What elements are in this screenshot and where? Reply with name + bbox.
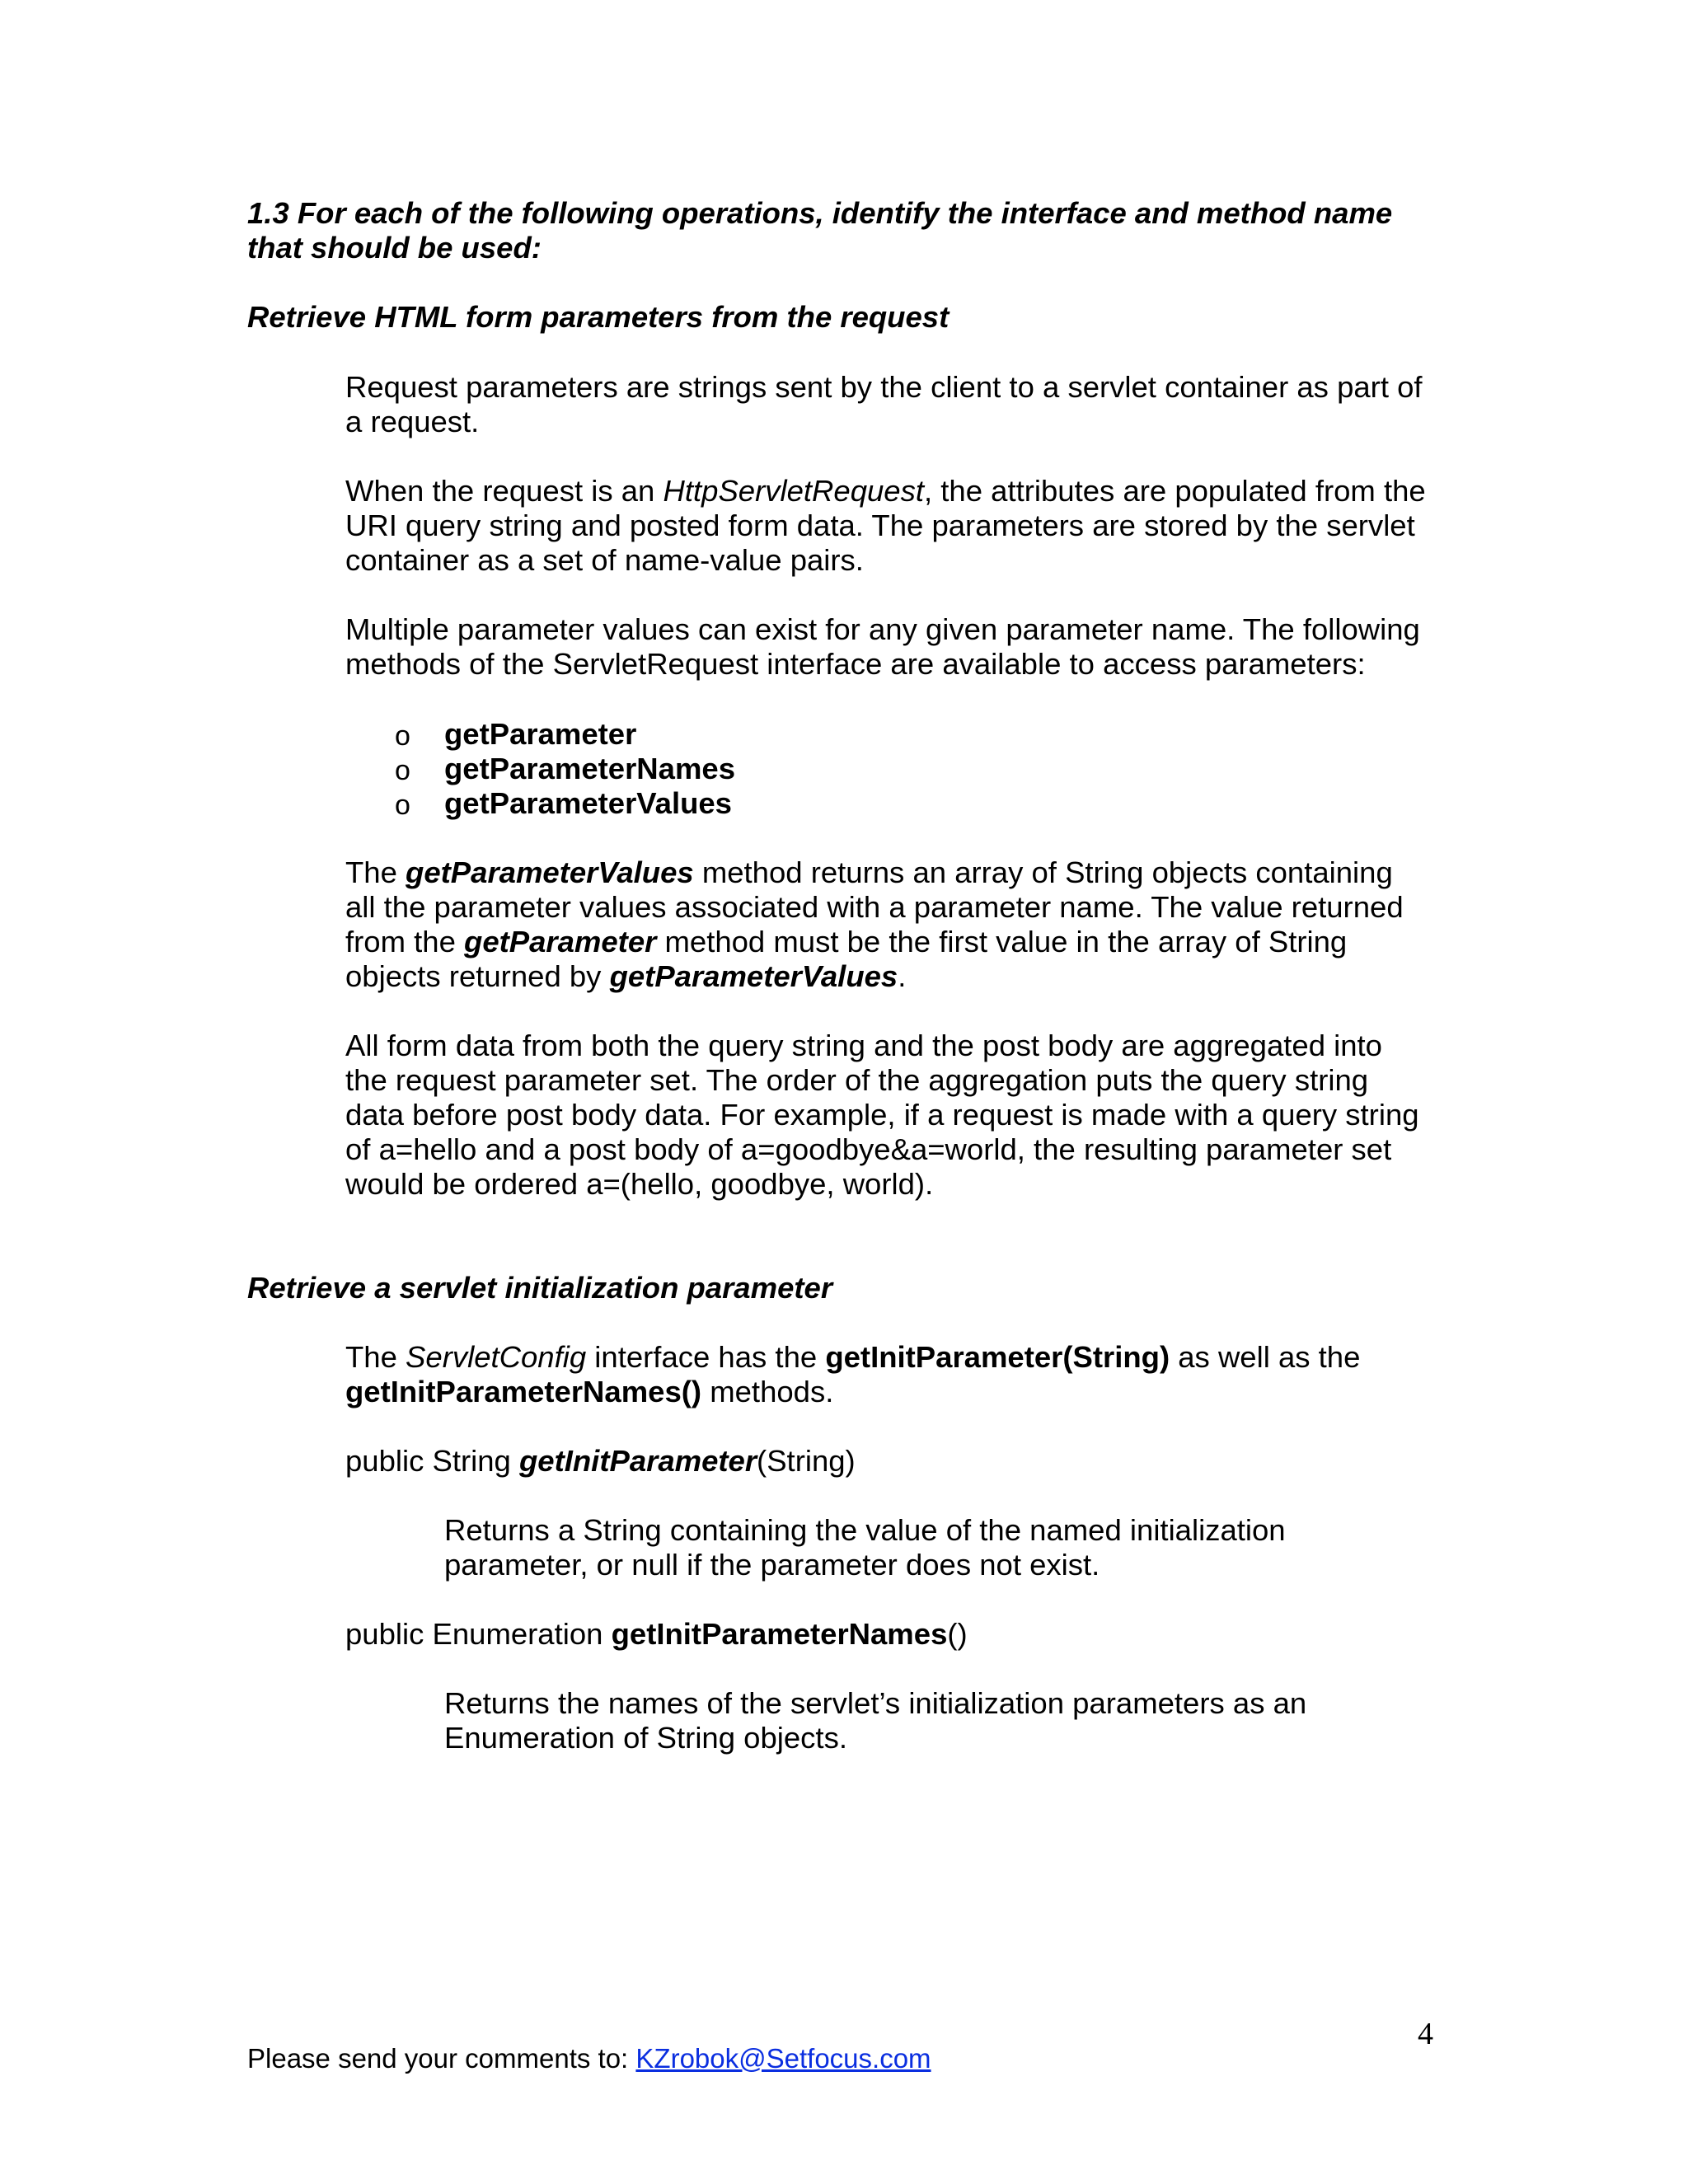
class-name-httpservletrequest: HttpServletRequest bbox=[663, 474, 924, 508]
footer-email-link[interactable]: KZrobok@Setfocus.com bbox=[635, 2043, 931, 2074]
paragraph-line: container as a set of name-value pairs. bbox=[345, 543, 864, 577]
footer bbox=[247, 2042, 931, 2075]
paragraph-line: would be ordered a=(hello, goodbye, world). bbox=[345, 1167, 934, 1201]
list-bullet: o bbox=[395, 755, 410, 786]
paragraph-line: getInitParameterNames() methods. bbox=[345, 1375, 834, 1408]
question-heading-line-2: that should be used: bbox=[247, 231, 542, 265]
list-bullet: o bbox=[395, 790, 410, 821]
paragraph-line: All form data from both the query string and the post body are aggregated into bbox=[345, 1029, 1382, 1062]
section-title-form-parameters: Retrieve HTML form parameters from the request bbox=[247, 300, 950, 334]
paragraph-line: Multiple parameter values can exist for any given parameter name. The following bbox=[345, 612, 1420, 646]
method-description-line: Returns the names of the servlet’s initialization parameters as an bbox=[444, 1686, 1307, 1720]
paragraph-line: When the request is an HttpServletRequest, the attributes are populated from the bbox=[345, 474, 1426, 508]
list-item-getparameternames: getParameterNames bbox=[444, 752, 736, 785]
page-number: 4 bbox=[1418, 2017, 1433, 2051]
paragraph-line: The ServletConfig interface has the getInitParameter(String) as well as the bbox=[345, 1340, 1361, 1374]
paragraph-line: URI query string and posted form data. The parameters are stored by the servlet bbox=[345, 509, 1415, 542]
list-bullet: o bbox=[395, 720, 410, 752]
question-heading-line-1: 1.3 For each of the following operations, identify the interface and method name bbox=[247, 196, 1393, 230]
paragraph-line: the request parameter set. The order of the aggregation puts the query string bbox=[345, 1063, 1369, 1097]
paragraph-line: data before post body data. For example, if a request is made with a query string bbox=[345, 1098, 1419, 1132]
method-description-line: Enumeration of String objects. bbox=[444, 1721, 847, 1755]
paragraph-line: Request parameters are strings sent by the client to a servlet container as part of bbox=[345, 370, 1423, 404]
paragraph-line: methods of the ServletRequest interface are available to access parameters: bbox=[345, 647, 1366, 681]
method-description-line: parameter, or null if the parameter does not exist. bbox=[444, 1548, 1100, 1582]
paragraph-line: a request. bbox=[345, 405, 480, 438]
method-description-line: Returns a String containing the value of the named initialization bbox=[444, 1513, 1286, 1547]
method-signature-getinitparameternames: public Enumeration getInitParameterNames() bbox=[345, 1617, 968, 1651]
paragraph-line: The getParameterValues method returns an array of String objects containing bbox=[345, 855, 1393, 889]
list-item-getparametervalues: getParameterValues bbox=[444, 786, 732, 820]
list-item-getparameter: getParameter bbox=[444, 717, 637, 751]
paragraph-line: from the getParameter method must be the first value in the array of String bbox=[345, 925, 1348, 958]
paragraph-line: objects returned by getParameterValues. bbox=[345, 959, 907, 993]
section-title-init-parameter: Retrieve a servlet initialization parameter bbox=[247, 1271, 833, 1305]
method-signature-getinitparameter: public String getInitParameter(String) bbox=[345, 1444, 856, 1478]
paragraph-line: all the parameter values associated with a parameter name. The value returned bbox=[345, 890, 1404, 924]
footer-text: Please send your comments to: bbox=[247, 2043, 636, 2074]
paragraph-line: of a=hello and a post body of a=goodbye&a=world, the resulting parameter set bbox=[345, 1132, 1392, 1166]
